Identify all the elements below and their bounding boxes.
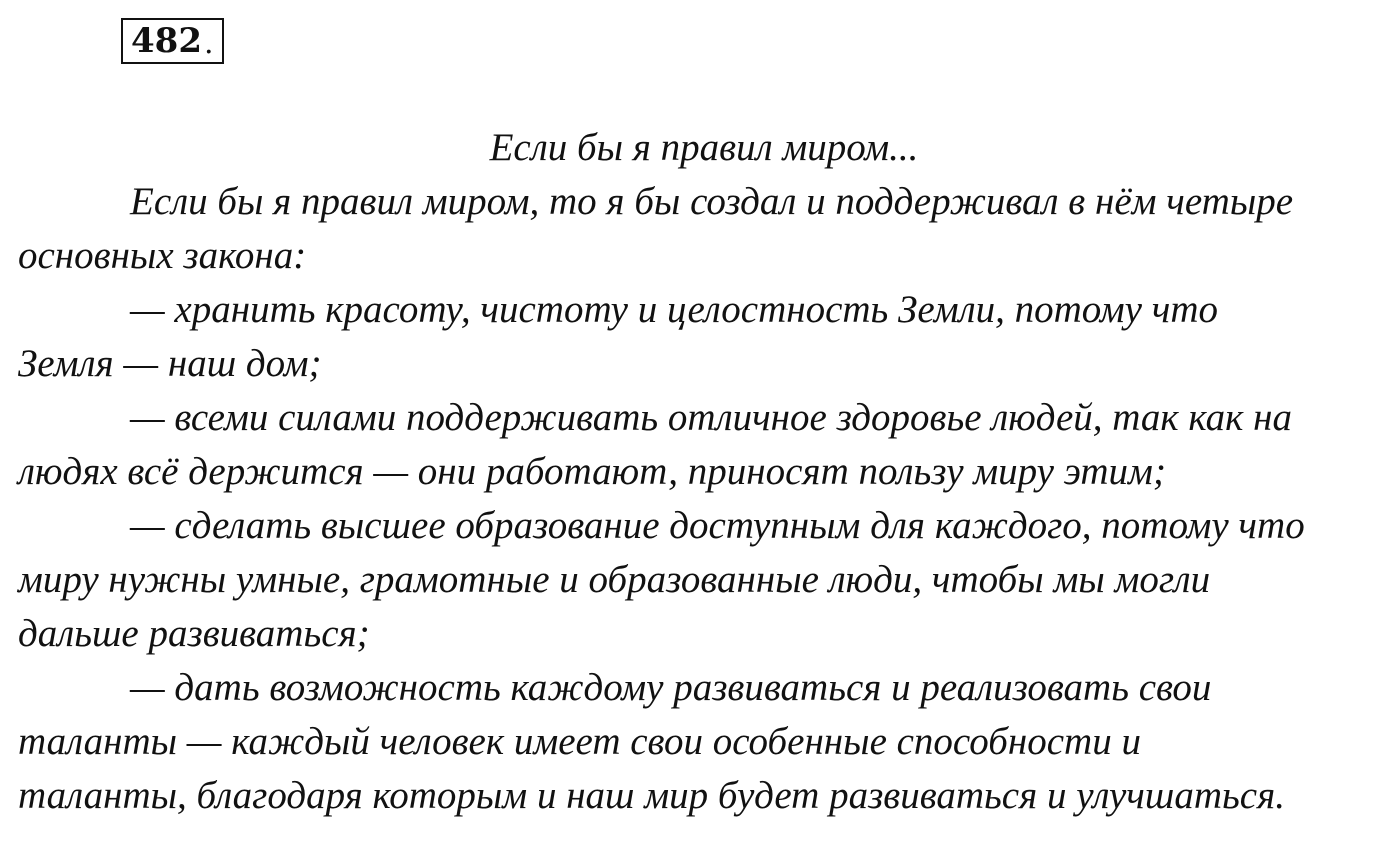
law-4-line-3: таланты, благодаря которым и наш мир будет развиваться и улучшаться.: [18, 774, 1285, 817]
law-3-line-2: миру нужны умные, грамотные и образованные люди, чтобы мы могли: [18, 558, 1211, 601]
paragraph-line-1: Если бы я правил миром, то я бы создал и поддерживал в нём четыре: [130, 180, 1294, 223]
law-1-line-1: — хранить красоту, чистоту и целостность Земли, потому что: [130, 288, 1219, 331]
law-4-line-1: — дать возможность каждому развиваться и реализовать свои: [130, 666, 1212, 709]
law-4-line-2: таланты — каждый человек имеет свои особенные способности и: [18, 720, 1141, 763]
law-2-line-2: людях всё держится — они работают, приносят пользу миру этим;: [18, 450, 1166, 493]
paragraph-line-2: основных закона:: [18, 234, 307, 277]
exercise-number-box: [121, 18, 224, 64]
law-3-line-1: — сделать высшее образование доступным для каждого, потому что: [130, 504, 1305, 547]
law-2-line-1: — всеми силами поддерживать отличное здоровье людей, так как на: [130, 396, 1293, 439]
essay-text: [18, 121, 1380, 823]
essay-title: Если бы я правил миром...: [489, 126, 919, 169]
law-3-line-3: дальше развиваться;: [18, 612, 370, 655]
exercise-number-dot: .: [203, 26, 214, 61]
law-1-line-2: Земля — наш дом;: [18, 342, 322, 385]
exercise-number: 482: [131, 21, 202, 61]
